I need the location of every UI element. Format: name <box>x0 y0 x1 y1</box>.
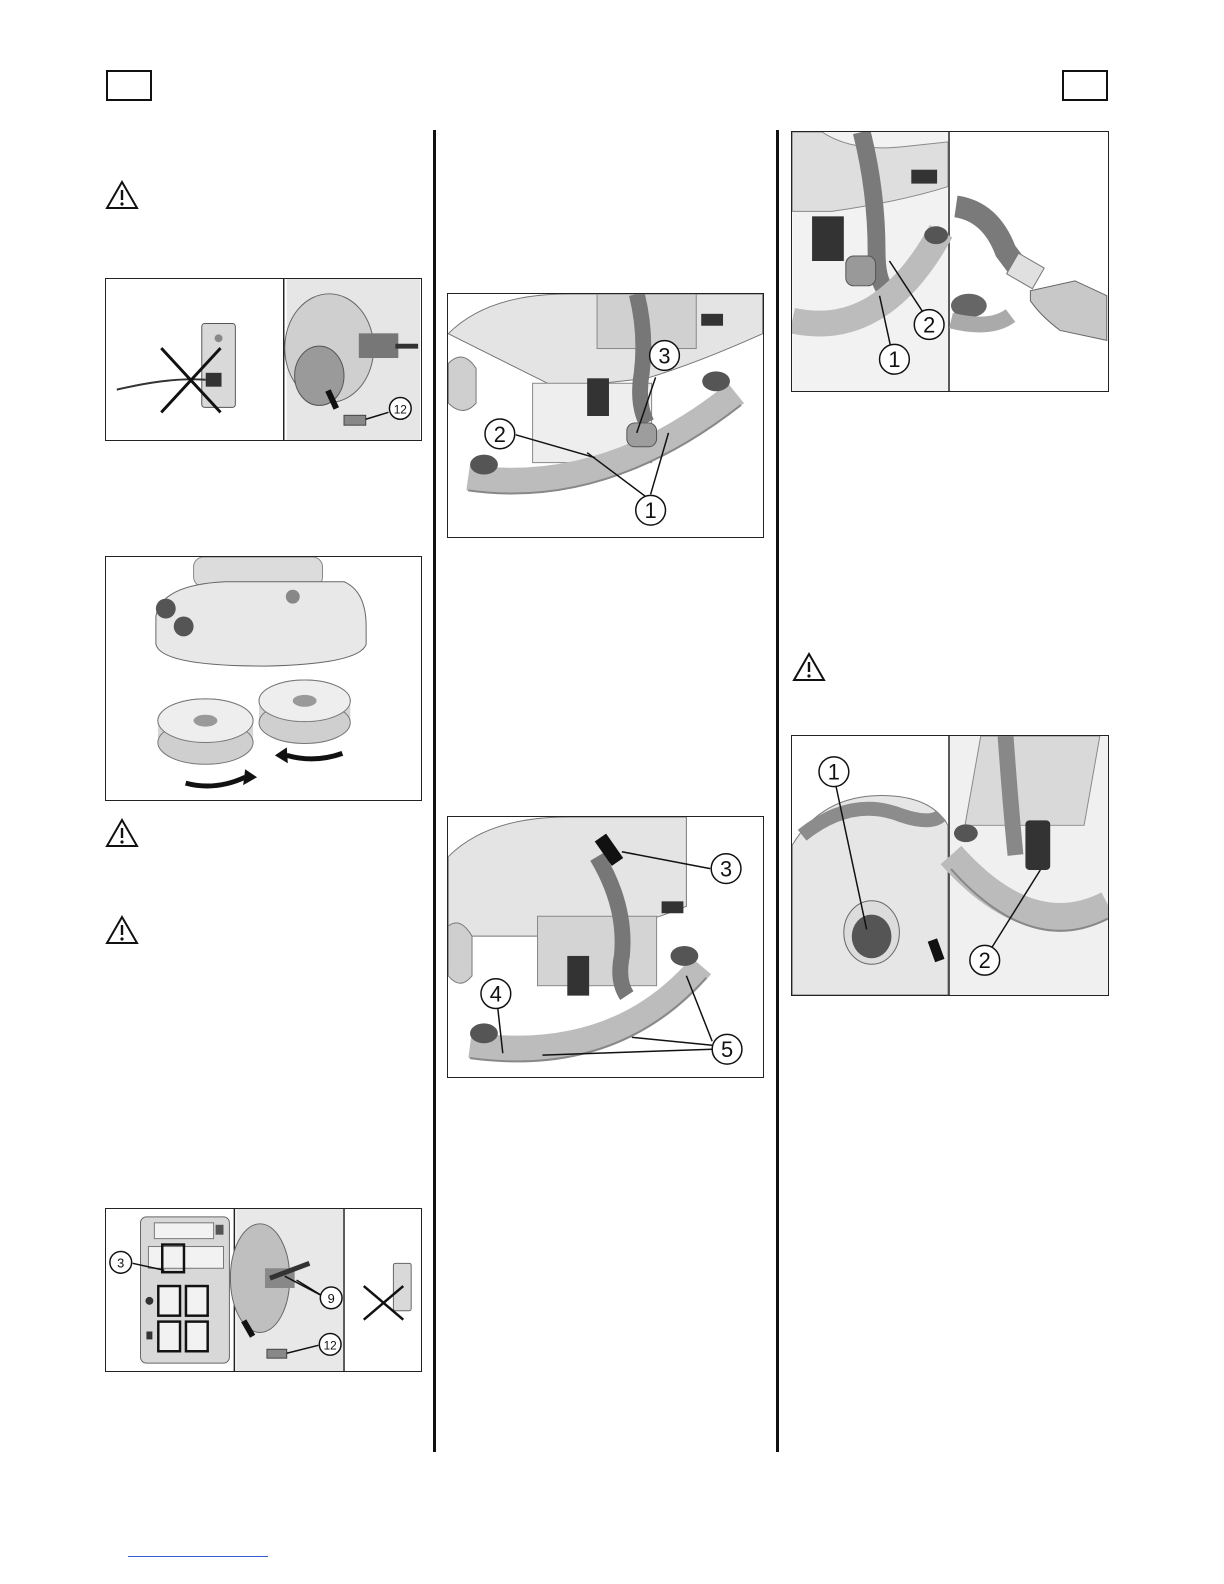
figure-hose-removal <box>791 131 1109 392</box>
warning-triangle-icon <box>792 652 826 682</box>
callout-1: 1 <box>827 759 840 785</box>
figure-squeegee-blade <box>447 816 764 1078</box>
callout-12: 12 <box>393 402 407 417</box>
figure-brush-discs <box>105 556 422 801</box>
figure-squeegee-hose-connection <box>447 293 764 538</box>
warning-triangle-icon <box>105 180 139 210</box>
header-right-box <box>1062 70 1108 101</box>
callout-9: 9 <box>327 1290 335 1306</box>
figure-unplug-battery <box>105 278 422 441</box>
callout-3: 3 <box>658 343 671 369</box>
callout-3: 3 <box>720 856 733 882</box>
callout-5: 5 <box>720 1037 734 1063</box>
header-left-box <box>106 70 152 101</box>
figure-filter <box>791 735 1109 996</box>
callout-4: 4 <box>489 981 502 1007</box>
column-divider-right <box>776 130 779 1452</box>
callout-1: 1 <box>644 498 657 524</box>
callout-12: 12 <box>323 1338 337 1353</box>
callout-2: 2 <box>493 421 506 447</box>
column-divider-left <box>433 130 436 1452</box>
callout-3: 3 <box>117 1255 125 1271</box>
callout-1: 1 <box>888 347 901 373</box>
footer-link-underline[interactable] <box>128 1556 268 1557</box>
warning-triangle-icon <box>105 915 139 945</box>
callout-2: 2 <box>923 312 936 338</box>
callout-2: 2 <box>978 948 991 974</box>
warning-triangle-icon <box>105 818 139 848</box>
figure-control-panel <box>105 1208 422 1372</box>
